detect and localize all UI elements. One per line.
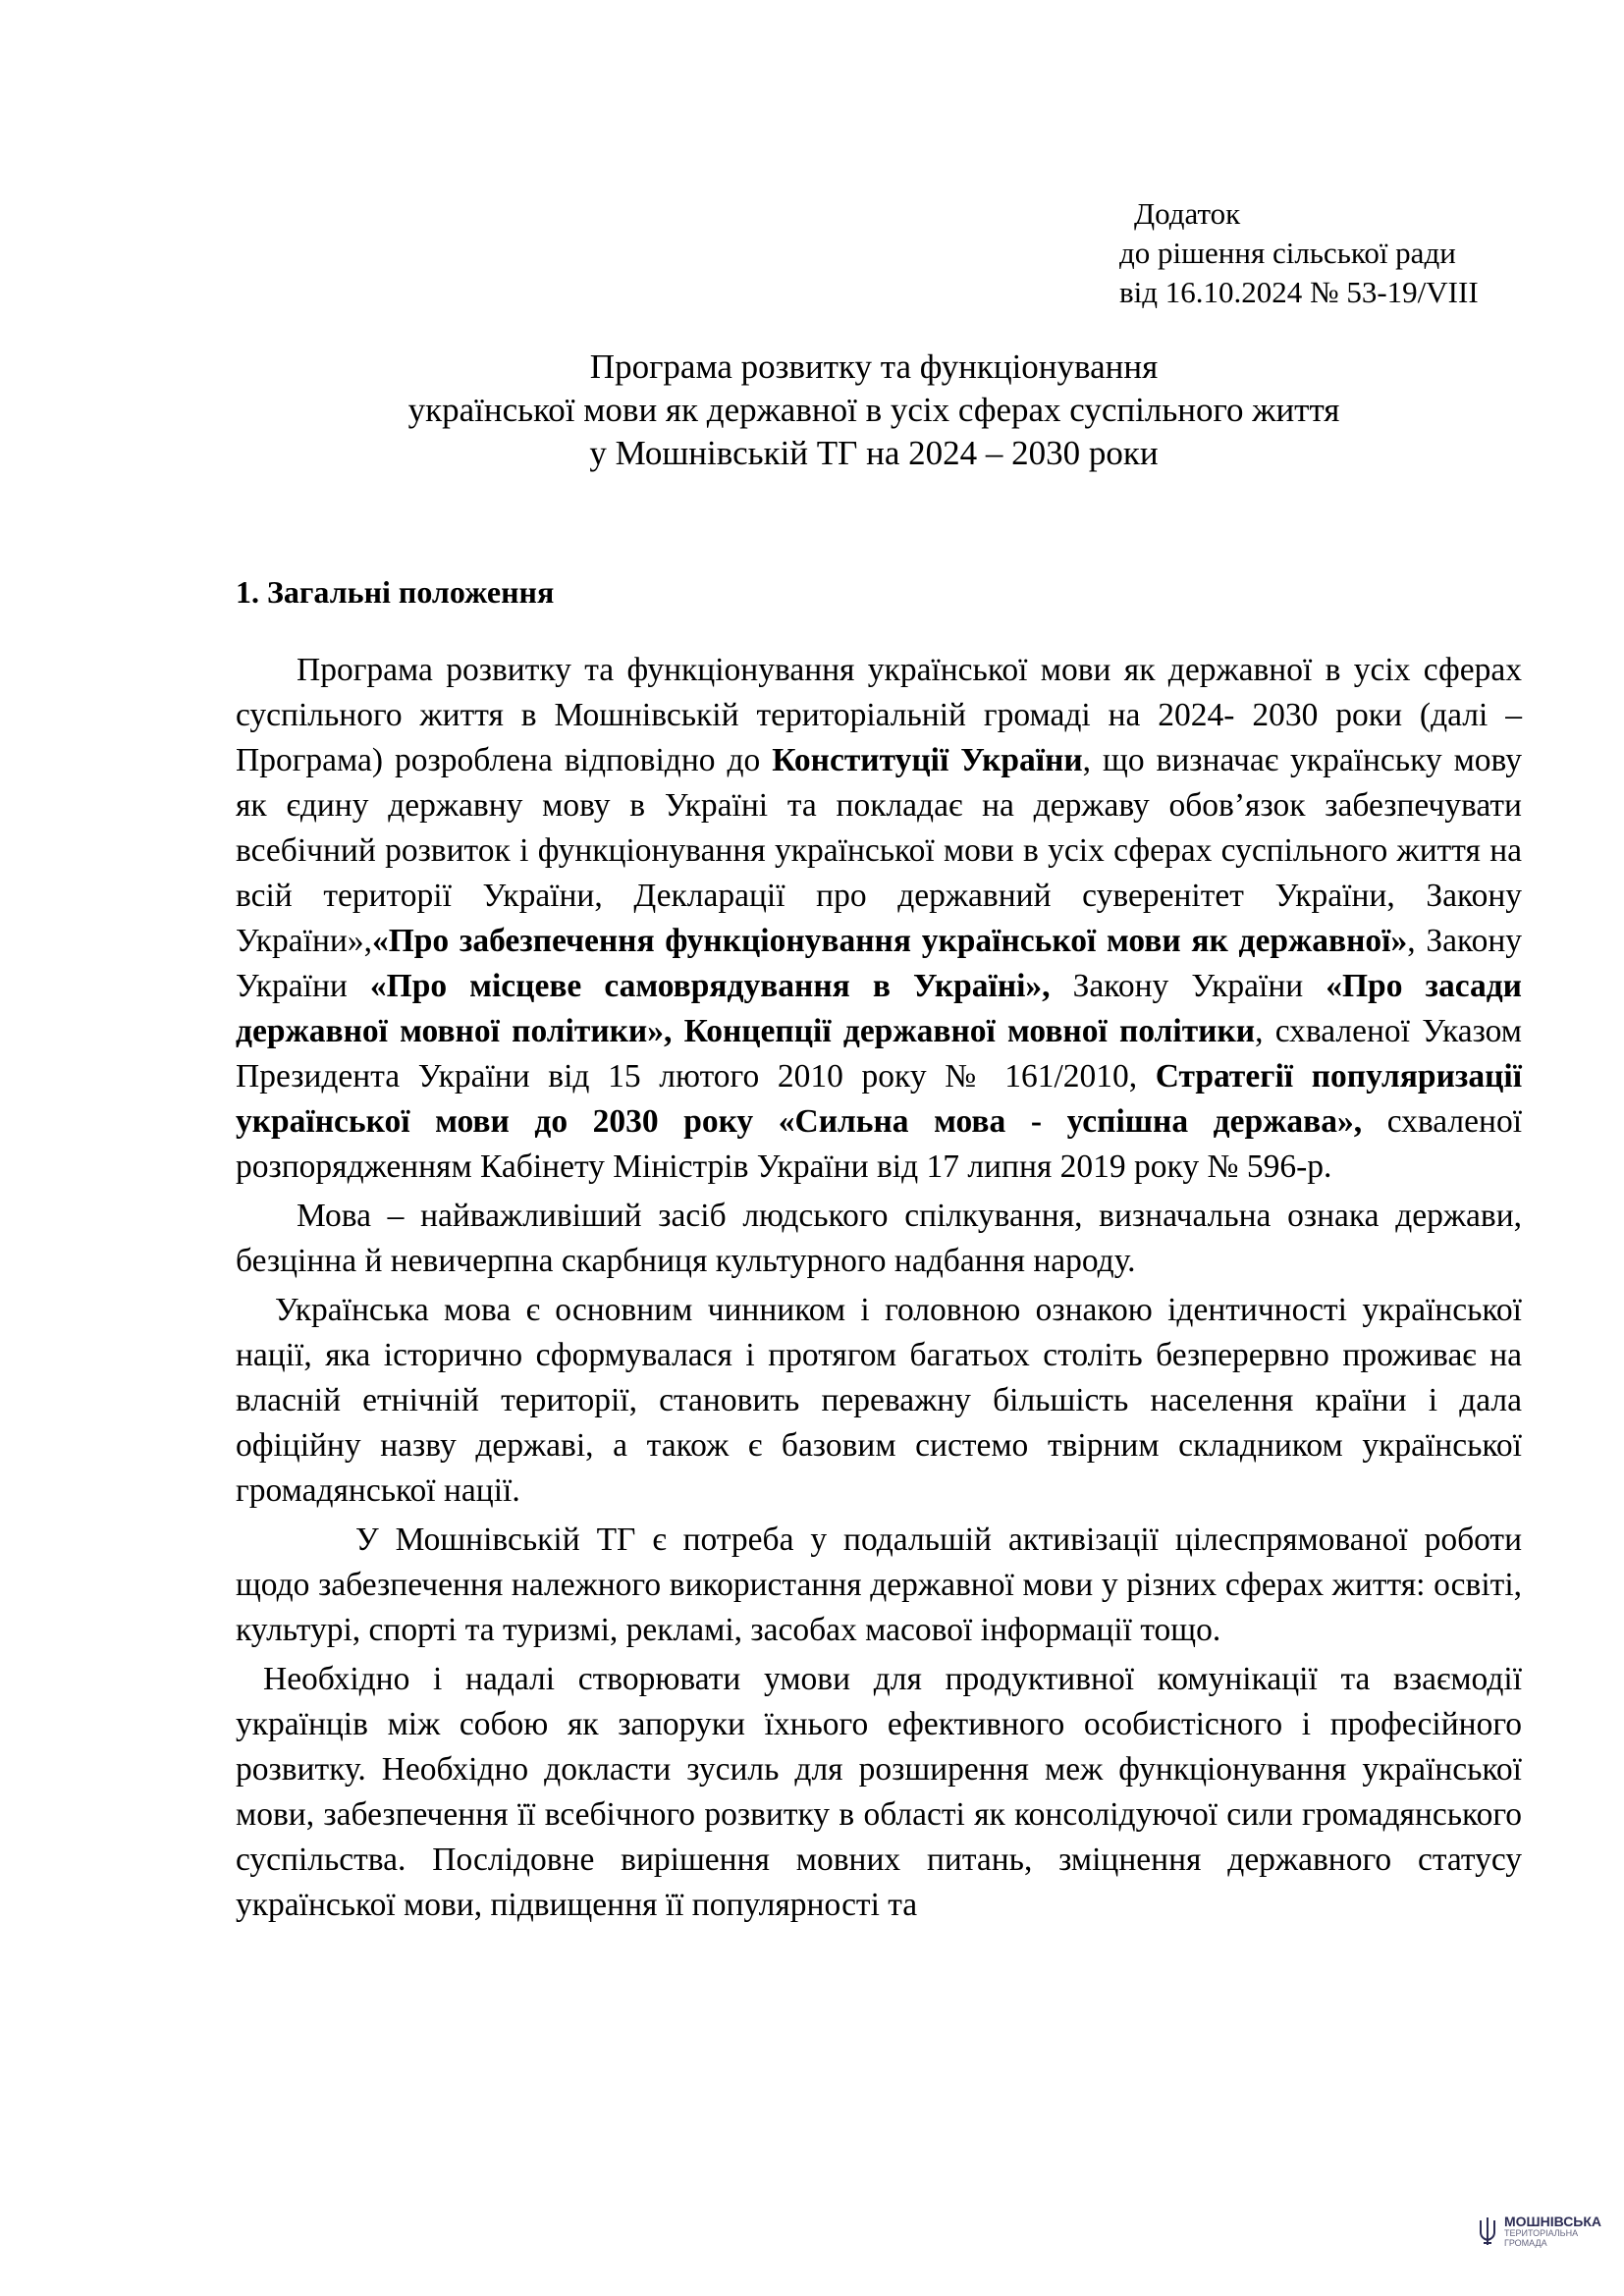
logo-line-2: ТЕРИТОРІАЛЬНА xyxy=(1504,2228,1579,2238)
paragraph-1-bold-4: «Про засади державної мовної політики», Концепції державної мовної політики xyxy=(236,968,1522,1049)
section-heading-general: 1. Загальні положення xyxy=(236,574,555,610)
paragraph-1-text-2: , що визначає українську мову як єдину державну мову в Україні та покладає на державу обов’язок забезпечувати всебічний розвиток і функціонування української мови в усіх сферах суспільного життя на всій території України, Декларації про державний суверенітет України, Закону України», xyxy=(236,742,1522,959)
addendum-date-number: від 16.10.2024 № 53-19/VIII xyxy=(1119,275,1479,309)
addendum-header xyxy=(1119,194,1479,312)
paragraph-1-bold-3: «Про місцеве самоврядування в Україні», xyxy=(369,968,1051,1004)
title-line-3: у Мошнівській ТГ на 2024 – 2030 роки xyxy=(589,434,1159,472)
document-title xyxy=(236,346,1512,475)
paragraph-1-bold-2: «Про забезпечення функціонування української мови як державної» xyxy=(371,923,1408,959)
paragraph-2: Мова – найважливіший засіб людського спілкування, визначальна ознака держави, безцінна й невичерпна скарбниця культурного надбання народу. xyxy=(236,1198,1522,1279)
addendum-label: Додаток xyxy=(1134,196,1241,231)
paragraph-5: Необхідно і надалі створювати умови для продуктивної комунікації та взаємодії українців між собою як запоруки їхнього ефективного особистісного і професійного розвитку. Необхідно докласти зусиль для розширення меж функціонування української мови, забезпечення її всебічного розвитку в області як консолідуючої сили громадянського суспільства. Послідовне вирішення мовних питань, зміцнення державного статусу української мови, підвищення її популярності та xyxy=(236,1661,1522,1923)
paragraph-1-text-4: Закону України xyxy=(1050,968,1326,1004)
logo-line-1: МОШНІВСЬКА xyxy=(1504,2214,1602,2229)
paragraph-4: У Мошнівській ТГ є потреба у подальшій активізації цілеспрямованої роботи щодо забезпечення належного використання державної мови у різних сферах життя: освіті, культурі, спорті та туризмі, рекламі, засобах масової інформації тощо. xyxy=(236,1522,1522,1648)
paragraph-1-text-6: схваленої розпорядженням Кабінету Міністрів України від 17 липня 2019 року № 596-р. xyxy=(236,1103,1523,1185)
title-line-2: української мови як державної в усіх сферах суспільного життя xyxy=(407,391,1340,429)
paragraph-3: Українська мова є основним чинником і головною ознакою ідентичності української нації, яка історично сформувалася і протягом багатьох століть безперервно проживає на власній етнічній території, становить переважну більшість населення країни і дала офіційну назву державі, а також є базовим системо твірним складником української громадянської нації. xyxy=(236,1292,1522,1509)
paragraph-1-bold-5: Стратегії популяризації української мови до 2030 року «Сильна мова - успішна держава», xyxy=(236,1058,1522,1140)
document-body xyxy=(236,648,1522,1932)
paragraph-1-text-1: Програма розвитку та функціонування української мови як державної в усіх сферах суспільного життя в Мошнівській територіальній громаді на 2024- 2030 роки (далі – Програма) розроблена відповідно до xyxy=(236,652,1522,778)
community-logo xyxy=(1477,2215,1601,2248)
paragraph-1-bold-1: Конституції України xyxy=(772,742,1083,778)
addendum-decision: до рішення сільської ради xyxy=(1119,236,1456,270)
trident-icon xyxy=(1477,2216,1498,2246)
logo-text xyxy=(1504,2215,1601,2248)
logo-line-3: ГРОМАДА xyxy=(1504,2238,1547,2248)
paragraph-1 xyxy=(236,648,1522,1190)
title-line-1: Програма розвитку та функціонування xyxy=(589,347,1159,386)
paragraph-1-text-3: , Закону України xyxy=(236,923,1522,1004)
paragraph-1-text-5: , схваленої Указом Президента України від 15 лютого 2010 року № 161/2010, xyxy=(236,1013,1522,1095)
